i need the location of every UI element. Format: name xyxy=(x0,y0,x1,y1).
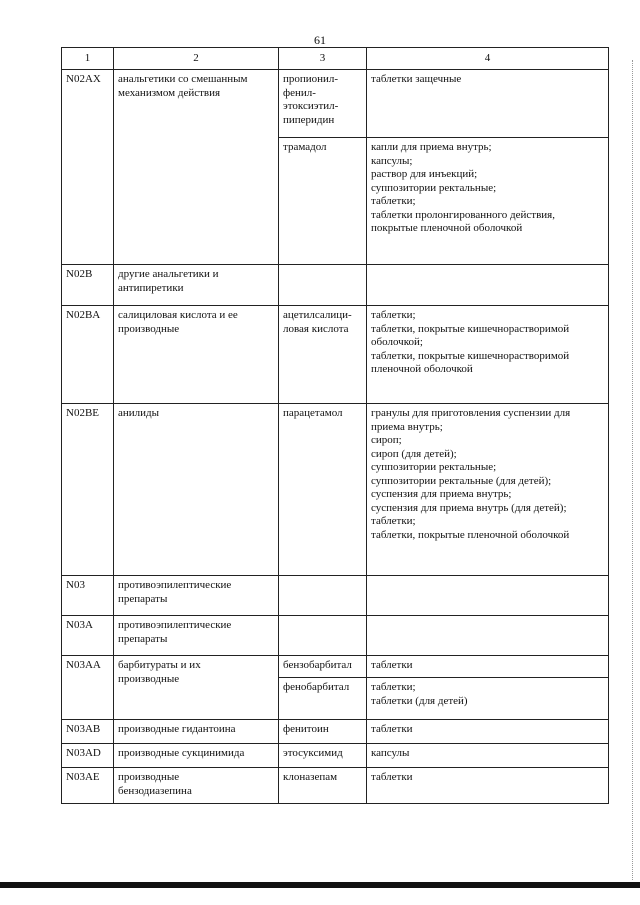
table-row xyxy=(62,265,609,306)
drug-name: трамадол xyxy=(279,138,367,265)
column-header: 3 xyxy=(279,48,367,70)
dosage-forms: гранулы для приготовления суспензии для приема внутрь; сироп; сироп (для детей); суппозитории ректальные; суппозитории ректальные (для детей); суспензия для приема внутрь; суспензия для приема внутрь (для детей); таблетки; таблетки, покрытые пленочной оболочкой xyxy=(367,404,609,576)
dosage-forms: капсулы xyxy=(367,744,609,768)
column-header: 2 xyxy=(114,48,279,70)
medication-table xyxy=(61,47,609,804)
drug-group: салициловая кислота и ее производные xyxy=(114,306,279,404)
drug-name: фенобарбитал xyxy=(279,678,367,720)
atc-code: N03AD xyxy=(62,744,114,768)
dosage-forms xyxy=(367,265,609,306)
scan-bottom-rule xyxy=(0,882,640,888)
dosage-forms: капли для приема внутрь; капсулы; раствор для инъекций; суппозитории ректальные; таблетки; таблетки пролонгированного действия, покрытые пленочной оболочкой xyxy=(367,138,609,265)
page-number: 61 xyxy=(314,33,326,47)
drug-name: ацетилсалици- ловая кислота xyxy=(279,306,367,404)
dosage-forms: таблетки; таблетки (для детей) xyxy=(367,678,609,720)
dosage-forms: таблетки xyxy=(367,768,609,804)
column-header: 4 xyxy=(367,48,609,70)
drug-group: производные гидантоина xyxy=(114,720,279,744)
drug-group: противоэпилептические препараты xyxy=(114,576,279,616)
drug-group: производные сукцинимида xyxy=(114,744,279,768)
table-row xyxy=(62,720,609,744)
atc-code: N03AE xyxy=(62,768,114,804)
atc-code: N03 xyxy=(62,576,114,616)
drug-name: пропионил- фенил- этоксиэтил- пиперидин xyxy=(279,70,367,138)
table-row xyxy=(62,656,609,678)
atc-code: N02BE xyxy=(62,404,114,576)
drug-group: анилиды xyxy=(114,404,279,576)
atc-code: N03AB xyxy=(62,720,114,744)
dosage-forms xyxy=(367,616,609,656)
drug-name: этосуксимид xyxy=(279,744,367,768)
drug-name: бензобарбитал xyxy=(279,656,367,678)
table-row xyxy=(62,616,609,656)
dosage-forms: таблетки xyxy=(367,720,609,744)
atc-code: N03A xyxy=(62,616,114,656)
drug-name: парацетамол xyxy=(279,404,367,576)
atc-code: N02BA xyxy=(62,306,114,404)
scan-edge-mark xyxy=(632,60,634,880)
column-header: 1 xyxy=(62,48,114,70)
drug-group: производные бензодиазепина xyxy=(114,768,279,804)
drug-group: барбитураты и их производные xyxy=(114,656,279,720)
table-row xyxy=(62,70,609,138)
table-header-row xyxy=(62,48,609,70)
dosage-forms xyxy=(367,576,609,616)
dosage-forms: таблетки; таблетки, покрытые кишечнорастворимой оболочкой; таблетки, покрытые кишечнорастворимой пленочной оболочкой xyxy=(367,306,609,404)
table-row xyxy=(62,744,609,768)
drug-group: анальгетики со смешанным механизмом действия xyxy=(114,70,279,265)
table-row xyxy=(62,404,609,576)
drug-name xyxy=(279,576,367,616)
drug-name xyxy=(279,616,367,656)
table-row xyxy=(62,768,609,804)
table-row xyxy=(62,306,609,404)
atc-code: N02AX xyxy=(62,70,114,265)
dosage-forms: таблетки xyxy=(367,656,609,678)
drug-group: другие анальгетики и антипиретики xyxy=(114,265,279,306)
atc-code: N03AA xyxy=(62,656,114,720)
drug-name xyxy=(279,265,367,306)
atc-code: N02B xyxy=(62,265,114,306)
drug-name: фенитоин xyxy=(279,720,367,744)
drug-name: клоназепам xyxy=(279,768,367,804)
dosage-forms: таблетки защечные xyxy=(367,70,609,138)
drug-group: противоэпилептические препараты xyxy=(114,616,279,656)
table-row xyxy=(62,576,609,616)
